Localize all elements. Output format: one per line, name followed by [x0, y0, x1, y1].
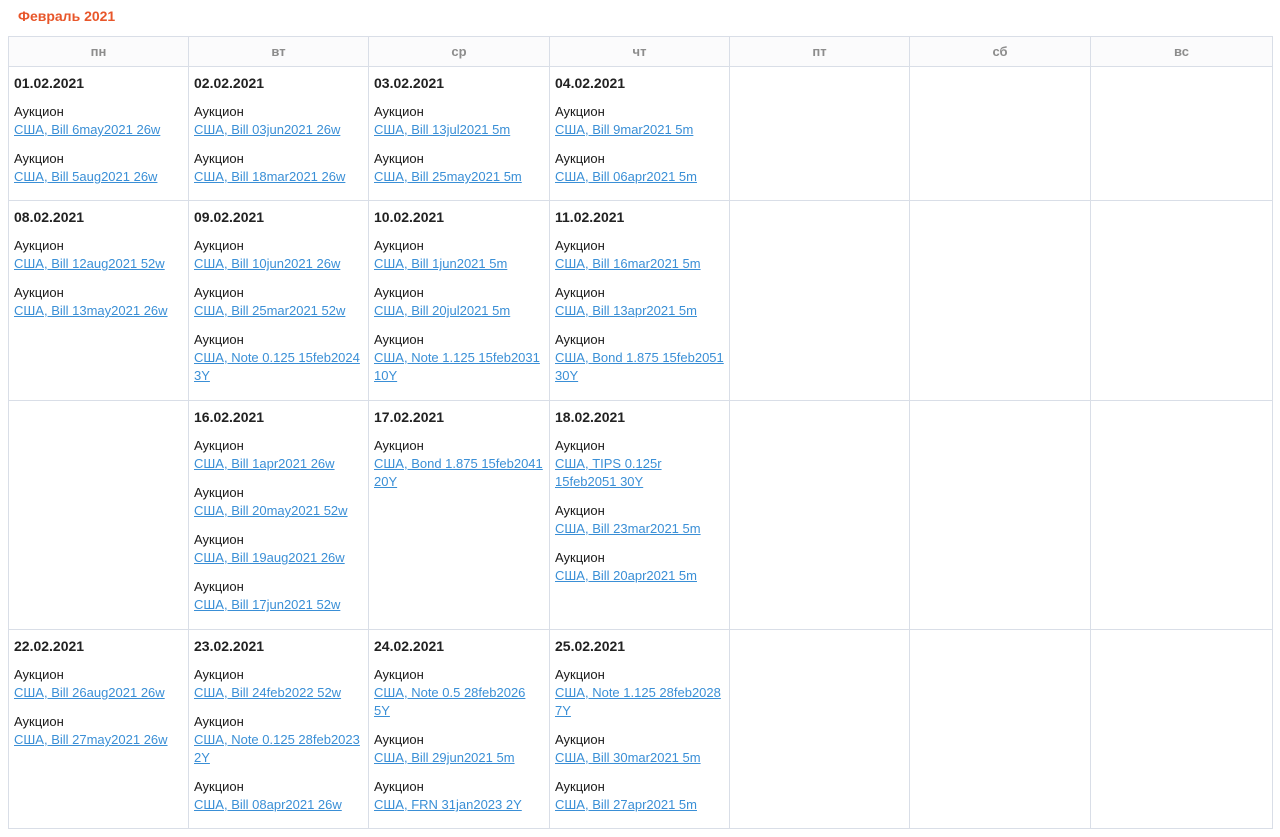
event-instrument-link[interactable]: США, Bill 16mar2021 5m — [555, 256, 701, 271]
event-type-label: Аукцион — [14, 285, 64, 300]
event-type-label: Аукцион — [194, 238, 244, 253]
day-cell-content — [550, 630, 729, 814]
event-item — [555, 778, 724, 814]
day-cell — [910, 401, 1091, 630]
calendar-grid — [8, 36, 1273, 829]
event-instrument-link[interactable]: США, FRN 31jan2023 2Y — [374, 797, 522, 812]
day-date: 25.02.2021 — [555, 638, 626, 654]
day-cell-content — [369, 630, 549, 814]
event-item — [194, 284, 363, 320]
day-cell — [550, 630, 730, 829]
weekday-header-mon: пн — [9, 37, 189, 67]
day-cell-content — [369, 201, 549, 385]
event-type-label: Аукцион — [374, 779, 424, 794]
event-item — [14, 284, 183, 320]
event-item — [374, 237, 544, 273]
event-type-label: Аукцион — [374, 732, 424, 747]
event-item — [555, 237, 724, 273]
event-item — [194, 778, 363, 814]
event-type-label: Аукцион — [555, 779, 605, 794]
event-item — [374, 284, 544, 320]
day-date: 23.02.2021 — [194, 638, 265, 654]
day-cell-content — [189, 401, 368, 614]
week-row — [9, 401, 1273, 630]
day-cell-content — [730, 401, 909, 408]
event-type-label: Аукцион — [194, 532, 244, 547]
calendar-body — [9, 67, 1273, 829]
event-type-label: Аукцион — [194, 438, 244, 453]
event-type-label: Аукцион — [555, 503, 605, 518]
weekday-header-row — [9, 37, 1273, 67]
event-type-label: Аукцион — [374, 285, 424, 300]
weekday-header-tue: вт — [189, 37, 369, 67]
event-instrument-link[interactable]: США, Bill 20may2021 52w — [194, 503, 348, 518]
event-item — [14, 103, 183, 139]
event-instrument-link[interactable]: США, Bill 24feb2022 52w — [194, 685, 342, 700]
event-instrument-link[interactable]: США, Bill 19aug2021 26w — [194, 550, 345, 565]
day-cell-content — [369, 401, 549, 491]
event-type-label: Аукцион — [194, 779, 244, 794]
day-cell-content — [910, 201, 1090, 208]
weekday-header-sat: сб — [910, 37, 1091, 67]
event-item — [374, 103, 544, 139]
day-date: 24.02.2021 — [374, 638, 445, 654]
day-cell — [550, 401, 730, 630]
event-item — [555, 502, 724, 538]
event-instrument-link[interactable]: США, Bill 03jun2021 26w — [194, 122, 341, 137]
day-cell — [9, 201, 189, 401]
day-cell — [9, 630, 189, 829]
day-cell-content — [9, 201, 188, 320]
day-cell-content — [910, 67, 1090, 74]
event-instrument-link[interactable]: США, Note 1.125 28feb2028 7Y — [555, 685, 721, 718]
event-type-label: Аукцион — [374, 104, 424, 119]
event-type-label: Аукцион — [194, 667, 244, 682]
event-item — [14, 150, 183, 186]
day-cell — [1091, 401, 1273, 630]
event-instrument-link[interactable]: США, Bill 25mar2021 52w — [194, 303, 346, 318]
day-date: 08.02.2021 — [14, 209, 85, 225]
event-instrument-link[interactable]: США, Bond 1.875 15feb2041 20Y — [374, 456, 543, 489]
day-cell — [189, 201, 369, 401]
day-cell — [189, 67, 369, 201]
day-cell — [1091, 67, 1273, 201]
event-instrument-link[interactable]: США, Bill 27apr2021 5m — [555, 797, 697, 812]
event-type-label: Аукцион — [14, 238, 64, 253]
event-type-label: Аукцион — [14, 667, 64, 682]
event-instrument-link[interactable]: США, Bill 23mar2021 5m — [555, 521, 701, 536]
event-type-label: Аукцион — [555, 151, 605, 166]
week-row — [9, 201, 1273, 401]
event-instrument-link[interactable]: США, Bill 17jun2021 52w — [194, 597, 341, 612]
day-date: 03.02.2021 — [374, 75, 445, 91]
event-type-label: Аукцион — [194, 151, 244, 166]
event-type-label: Аукцион — [555, 732, 605, 747]
event-item — [194, 237, 363, 273]
event-type-label: Аукцион — [14, 714, 64, 729]
event-item — [194, 666, 363, 702]
event-instrument-link[interactable]: США, Bill 06apr2021 5m — [555, 169, 697, 184]
event-item — [14, 713, 183, 749]
day-date: 11.02.2021 — [555, 209, 625, 225]
event-instrument-link[interactable]: США, Note 0.5 28feb2026 5Y — [374, 685, 526, 718]
event-item — [374, 731, 544, 767]
event-item — [374, 778, 544, 814]
event-type-label: Аукцион — [555, 438, 605, 453]
day-cell — [910, 67, 1091, 201]
day-cell — [730, 67, 910, 201]
event-instrument-link[interactable]: США, Bill 25may2021 5m — [374, 169, 522, 184]
event-instrument-link[interactable]: США, Bill 20jul2021 5m — [374, 303, 511, 318]
day-cell-content — [550, 201, 729, 385]
day-cell-content — [730, 630, 909, 637]
event-item — [374, 331, 544, 385]
event-type-label: Аукцион — [374, 151, 424, 166]
day-cell — [369, 201, 550, 401]
day-cell-content — [369, 67, 549, 186]
day-cell-content — [189, 630, 368, 814]
day-cell — [730, 401, 910, 630]
event-instrument-link[interactable]: США, Bill 26aug2021 26w — [14, 685, 165, 700]
day-cell-content — [730, 201, 909, 208]
event-type-label: Аукцион — [555, 667, 605, 682]
day-cell — [730, 630, 910, 829]
day-cell — [369, 401, 550, 630]
weekday-header-wed: ср — [369, 37, 550, 67]
event-item — [555, 731, 724, 767]
event-instrument-link[interactable]: США, Bill 12aug2021 52w — [14, 256, 165, 271]
event-type-label: Аукцион — [555, 285, 605, 300]
day-date: 17.02.2021 — [374, 409, 445, 425]
event-instrument-link[interactable]: США, Bill 13may2021 26w — [14, 303, 168, 318]
day-cell-content — [1091, 630, 1272, 637]
event-item — [374, 437, 544, 491]
event-item — [555, 666, 724, 720]
event-type-label: Аукцион — [555, 104, 605, 119]
day-cell-content — [9, 67, 188, 186]
event-type-label: Аукцион — [374, 332, 424, 347]
event-instrument-link[interactable]: США, Bill 1jun2021 5m — [374, 256, 508, 271]
month-title: Февраль 2021 — [18, 8, 116, 24]
day-cell — [9, 401, 189, 630]
event-item — [194, 150, 363, 186]
event-type-label: Аукцион — [555, 332, 605, 347]
event-instrument-link[interactable]: США, Bond 1.875 15feb2051 30Y — [555, 350, 724, 383]
day-date: 09.02.2021 — [194, 209, 265, 225]
day-cell — [369, 630, 550, 829]
event-instrument-link[interactable]: США, Note 0.125 15feb2024 3Y — [194, 350, 360, 383]
event-instrument-link[interactable]: США, Note 0.125 28feb2023 2Y — [194, 732, 360, 765]
event-instrument-link[interactable]: США, Bill 27may2021 26w — [14, 732, 168, 747]
day-cell — [1091, 201, 1273, 401]
week-row — [9, 630, 1273, 829]
day-cell-content — [9, 630, 188, 749]
day-cell — [189, 401, 369, 630]
day-cell-content — [910, 401, 1090, 408]
event-type-label: Аукцион — [555, 550, 605, 565]
event-instrument-link[interactable]: США, Bill 1apr2021 26w — [194, 456, 335, 471]
day-date: 01.02.2021 — [14, 75, 85, 91]
day-cell — [550, 201, 730, 401]
event-item — [14, 666, 183, 702]
day-cell — [910, 630, 1091, 829]
week-row — [9, 67, 1273, 201]
weekday-header-sun: вс — [1091, 37, 1273, 67]
event-type-label: Аукцион — [194, 579, 244, 594]
event-item — [14, 237, 183, 273]
event-item — [555, 549, 724, 585]
event-instrument-link[interactable]: США, Bill 13jul2021 5m — [374, 122, 511, 137]
event-instrument-link[interactable]: США, TIPS 0.125r 15feb2051 30Y — [555, 456, 662, 489]
event-item — [555, 103, 724, 139]
event-type-label: Аукцион — [194, 332, 244, 347]
day-cell-content — [189, 67, 368, 186]
day-cell-content — [550, 67, 729, 186]
event-type-label: Аукцион — [194, 485, 244, 500]
day-cell — [189, 630, 369, 829]
day-date: 02.02.2021 — [194, 75, 265, 91]
day-cell — [369, 67, 550, 201]
event-item — [194, 578, 363, 614]
event-item — [194, 437, 363, 473]
event-instrument-link[interactable]: США, Bill 30mar2021 5m — [555, 750, 701, 765]
event-instrument-link[interactable]: США, Bill 5aug2021 26w — [14, 169, 158, 184]
day-date: 10.02.2021 — [374, 209, 445, 225]
event-instrument-link[interactable]: США, Note 1.125 15feb2031 10Y — [374, 350, 540, 383]
event-item — [555, 284, 724, 320]
event-item — [374, 666, 544, 720]
event-item — [555, 331, 724, 385]
event-item — [194, 713, 363, 767]
event-type-label: Аукцион — [374, 438, 424, 453]
weekday-header-fri: пт — [730, 37, 910, 67]
day-cell-content — [1091, 201, 1272, 208]
day-cell — [1091, 630, 1273, 829]
day-date: 22.02.2021 — [14, 638, 85, 654]
day-cell-content — [189, 201, 368, 385]
event-type-label: Аукцион — [194, 285, 244, 300]
day-cell-content — [1091, 401, 1272, 408]
event-type-label: Аукцион — [374, 667, 424, 682]
weekday-header-thu: чт — [550, 37, 730, 67]
event-item — [194, 484, 363, 520]
event-instrument-link[interactable]: США, Bill 08apr2021 26w — [194, 797, 342, 812]
event-instrument-link[interactable]: США, Bill 20apr2021 5m — [555, 568, 697, 583]
day-cell-content — [1091, 67, 1272, 74]
event-instrument-link[interactable]: США, Bill 6may2021 26w — [14, 122, 161, 137]
day-cell — [550, 67, 730, 201]
day-date: 04.02.2021 — [555, 75, 626, 91]
event-type-label: Аукцион — [194, 104, 244, 119]
event-item — [555, 150, 724, 186]
event-type-label: Аукцион — [374, 238, 424, 253]
day-cell-content — [910, 630, 1090, 637]
day-cell — [910, 201, 1091, 401]
event-type-label: Аукцион — [14, 151, 64, 166]
day-cell-content — [730, 67, 909, 74]
event-item — [555, 437, 724, 491]
day-cell — [9, 67, 189, 201]
event-instrument-link[interactable]: США, Bill 18mar2021 26w — [194, 169, 346, 184]
event-item — [194, 531, 363, 567]
day-cell-content — [550, 401, 729, 585]
day-date: 18.02.2021 — [555, 409, 626, 425]
event-item — [194, 103, 363, 139]
event-instrument-link[interactable]: США, Bill 13apr2021 5m — [555, 303, 697, 318]
event-instrument-link[interactable]: США, Bill 9mar2021 5m — [555, 122, 694, 137]
event-type-label: Аукцион — [14, 104, 64, 119]
event-instrument-link[interactable]: США, Bill 29jun2021 5m — [374, 750, 515, 765]
event-type-label: Аукцион — [555, 238, 605, 253]
day-cell-content — [9, 401, 188, 408]
day-date: 16.02.2021 — [194, 409, 265, 425]
event-instrument-link[interactable]: США, Bill 10jun2021 26w — [194, 256, 341, 271]
day-cell — [730, 201, 910, 401]
event-item — [374, 150, 544, 186]
event-item — [194, 331, 363, 385]
event-type-label: Аукцион — [194, 714, 244, 729]
